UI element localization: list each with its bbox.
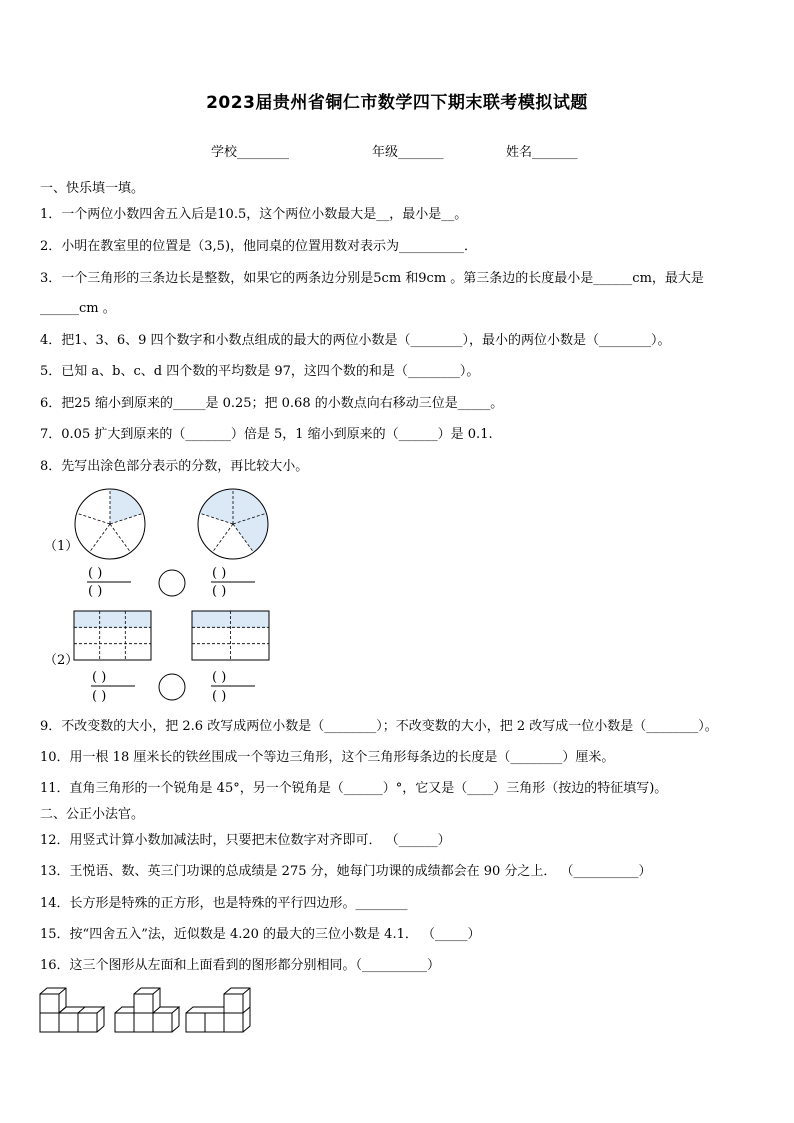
- question-9: 9．不改变数的大小，把 2.6 改写成两位小数是（________）；不改变数的大小，把 2 改写成一位小数是（________）。: [40, 719, 718, 734]
- question-12: 12．用竖式计算小数加减法时，只要把末位数字对齐即可． （______）: [40, 833, 451, 848]
- question-2: 2．小明在教室里的位置是（3,5)，他同桌的位置用数对表示为__________．: [40, 239, 478, 254]
- question-15: 15．按“四舍五入”法，近似数是 4.20 的最大的三位小数是 4.1． （_____）: [40, 927, 481, 942]
- grade-field[interactable]: 年级_______: [372, 145, 444, 160]
- section-2-heading: 二、公正小法官。: [40, 807, 145, 822]
- fraction-denominator-1b[interactable]: ( ): [212, 584, 227, 599]
- section-1-heading: 一、快乐填一填。: [40, 181, 145, 196]
- figure-label-2: （2）: [44, 653, 79, 668]
- fraction-denominator-2a[interactable]: ( ): [92, 689, 107, 704]
- cube-figure-2: [115, 988, 179, 1032]
- cube-figure-1: [40, 988, 104, 1032]
- question-3: 3．一个三角形的三条边长是整数，如果它的两条边分别是5cm 和9cm 。第三条边的长度最小是______cm，最大是: [40, 271, 704, 286]
- rectangle-figure-2: [192, 611, 269, 660]
- question-1: 1．一个两位小数四舍五入后是10.5，这个两位小数最大是__，最小是__。: [40, 207, 468, 222]
- school-field[interactable]: 学校________: [211, 145, 290, 160]
- question-14: 14．长方形是特殊的正方形，也是特殊的平行四边形。________: [40, 896, 408, 911]
- circle-figure-1: [75, 489, 145, 559]
- fraction-numerator-2b[interactable]: ( ): [212, 670, 227, 685]
- figure-label-1: （1）: [44, 539, 79, 554]
- question-7: 7．0.05 扩大到原来的（_______）倍是 5，1 缩小到原来的（______）是 0.1.: [40, 427, 493, 442]
- fraction-denominator-1a[interactable]: ( ): [88, 584, 103, 599]
- question-4: 4．把1、3、6、9 四个数字和小数点组成的最大的两位小数是（________），最小的两位小数是（________）。: [40, 333, 671, 348]
- question-10: 10．用一根 18 厘米长的铁丝围成一个等边三角形，这个三角形每条边的长度是（________）厘米。: [40, 750, 615, 765]
- question-8: 8．先写出涂色部分表示的分数，再比较大小。: [40, 459, 309, 474]
- fraction-numerator-1a[interactable]: ( ): [88, 566, 103, 581]
- compare-circle-2: [159, 674, 185, 700]
- question-5: 5．已知 a、b、c、d 四个数的平均数是 97，这四个数的和是（________）。: [40, 364, 480, 379]
- question-11: 11．直角三角形的一个锐角是 45°，另一个锐角是（______）°，它又是（____）三角形（按边的特征填写)。: [40, 781, 668, 796]
- fraction-denominator-2b[interactable]: ( ): [212, 689, 227, 704]
- fraction-numerator-1b[interactable]: ( ): [212, 566, 227, 581]
- rectangle-figure-1: [74, 611, 151, 660]
- question-13: 13．王悦语、数、英三门功课的总成绩是 275 分，她每门功课的成绩都会在 90 分之上． （__________）: [40, 864, 652, 879]
- question-3-continued: ______cm 。: [40, 301, 116, 316]
- question-6: 6．把25 缩小到原来的_____是 0.25；把 0.68 的小数点向右移动三位是_____。: [40, 396, 504, 411]
- compare-circle-1: [159, 570, 185, 596]
- page-title: 2023届贵州省铜仁市数学四下期末联考模拟试题: [206, 93, 588, 113]
- name-field[interactable]: 姓名_______: [506, 145, 578, 160]
- fraction-numerator-2a[interactable]: ( ): [92, 670, 107, 685]
- cube-figure-3: [186, 988, 250, 1032]
- circle-figure-2: [198, 489, 268, 559]
- question-16: 16．这三个图形从左面和上面看到的图形都分别相同。（__________）: [40, 958, 441, 973]
